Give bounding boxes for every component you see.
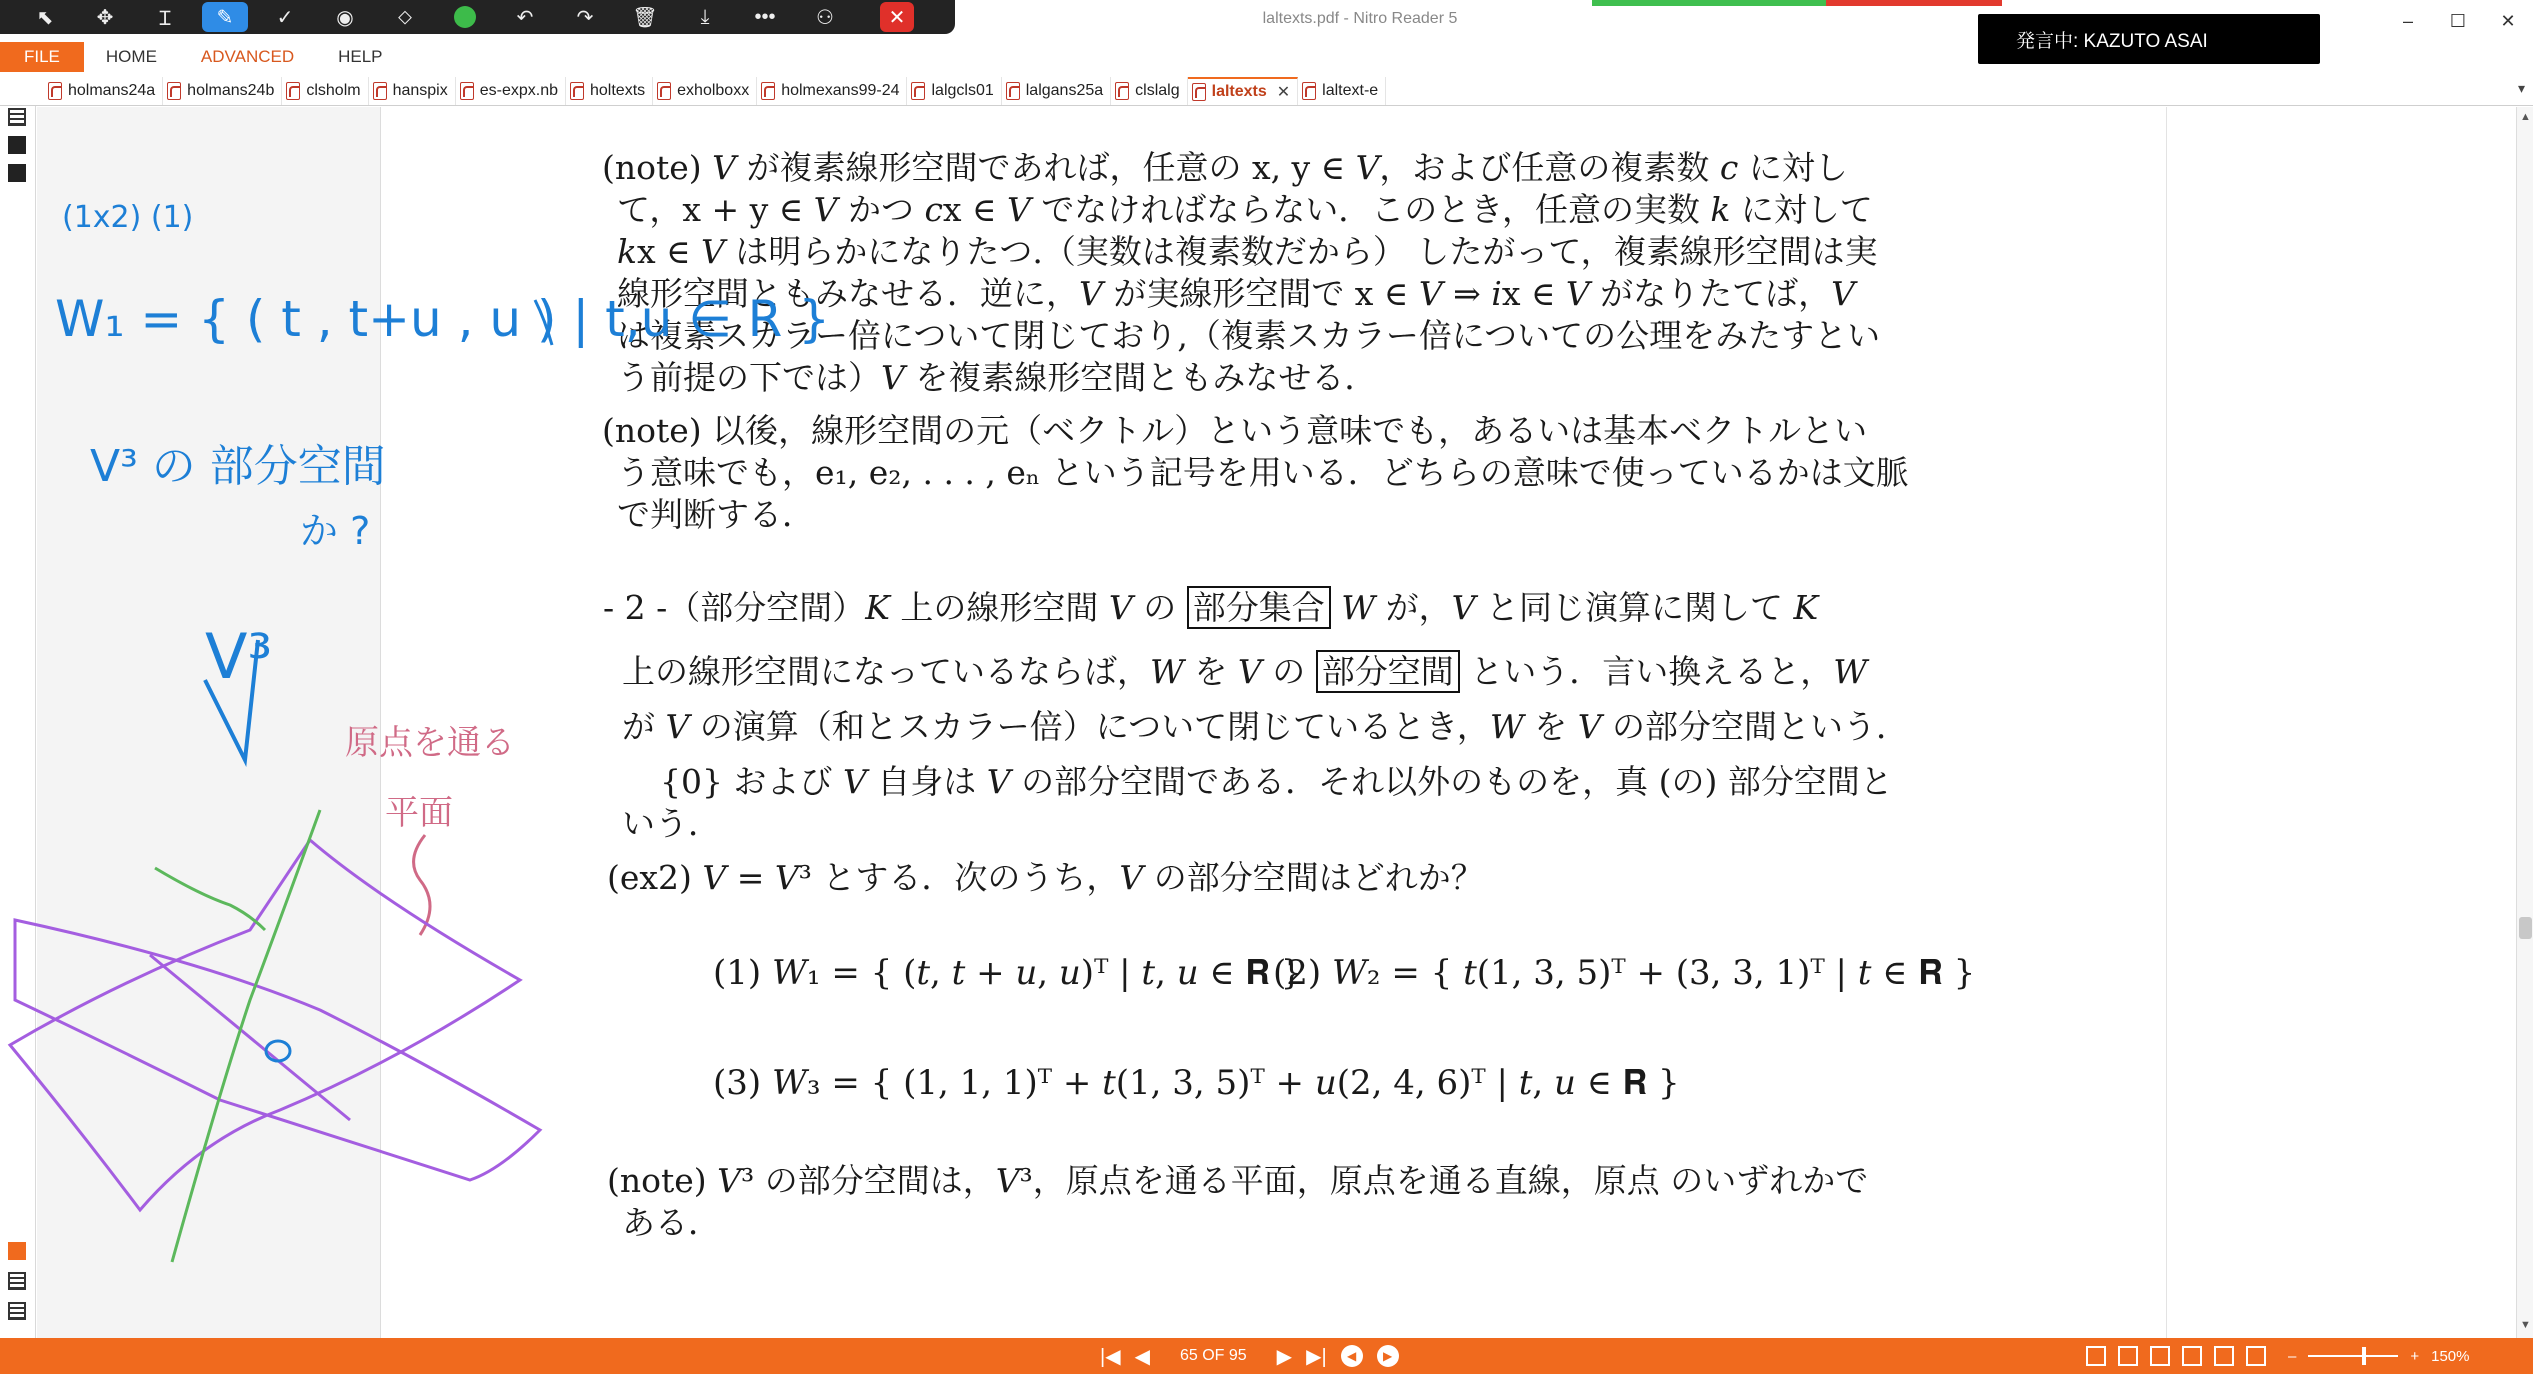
ink-pink-line1: 原点を通る xyxy=(345,723,515,763)
ink-v3-label: V³ xyxy=(205,620,273,693)
maximize-button[interactable]: ☐ xyxy=(2449,10,2467,31)
close-toolbar-button[interactable]: ✕ xyxy=(880,2,914,32)
option-w3: (3) 𝑊₃ = { (1, 1, 1)ᵀ + 𝑡(1, 3, 5)ᵀ + 𝑢(2, 4, 6)ᵀ | 𝑡, 𝑢 ∈ 𝐑 } xyxy=(713,1063,1680,1103)
note2-line: (note) 以後，線形空間の元（ベクトル）という意味でも，あるいは基本ベクトルとい xyxy=(602,411,1868,450)
definition-line-4: {0} および 𝑉 自身は 𝑉 の部分空間である．それ以外のものを，真 (の) 部分空間と xyxy=(660,762,1893,801)
green-color-swatch xyxy=(454,6,476,28)
minimize-button[interactable]: – xyxy=(2402,10,2413,31)
boxed-term-subset: 部分集合 xyxy=(1187,586,1331,629)
layers-icon[interactable] xyxy=(8,164,26,182)
tab-label: laltexts xyxy=(1211,82,1267,100)
progress-green xyxy=(1592,0,1826,6)
tab-label: es-expx.nb xyxy=(479,81,558,99)
forward-view-icon[interactable]: ▶ xyxy=(1377,1345,1399,1367)
tab-label: holtexts xyxy=(590,81,646,99)
option-w2: (2) 𝑊₂ = { 𝑡(1, 3, 5)ᵀ + (3, 3, 1)ᵀ | 𝑡 ∈ 𝐑 } xyxy=(1273,953,1976,993)
definition-line-1 xyxy=(603,587,1818,629)
ink-label-1: (1x2) (1) xyxy=(62,200,194,235)
speaker-banner: 発言中: KAZUTO ASAI xyxy=(1978,14,2320,64)
definition-line-2 xyxy=(622,651,1867,693)
tab-label: lalgans25a xyxy=(1025,81,1104,99)
stamp-icon[interactable]: ◉ xyxy=(336,6,354,29)
menu-help[interactable]: HELP xyxy=(338,47,383,66)
color-dot-icon[interactable] xyxy=(442,2,488,32)
def-line1-pre: - 2 -（部分空間）𝐾 上の線形空間 𝑉 の xyxy=(603,588,1177,627)
progress-red xyxy=(1826,0,2002,6)
pdf-file-icon xyxy=(1115,82,1129,100)
fit-width-icon[interactable] xyxy=(2246,1346,2266,1366)
download-icon[interactable]: ⤓ xyxy=(700,5,710,28)
zoom-control xyxy=(2288,1338,2469,1374)
page-navigation xyxy=(1100,1338,1399,1374)
view-mode-tools xyxy=(2086,1338,2266,1374)
tab-holmans24a[interactable] xyxy=(44,77,163,105)
ink-v3-question: V³ の 部分空間 xyxy=(90,441,386,492)
single-page-icon[interactable] xyxy=(2086,1346,2106,1366)
tab-label: holmans24a xyxy=(68,81,156,99)
vertical-scrollbar[interactable] xyxy=(2516,107,2533,1338)
zoom-out-icon[interactable]: – xyxy=(2288,1347,2297,1365)
note2-line: で判断する． xyxy=(617,495,815,534)
facing-icon[interactable] xyxy=(2150,1346,2170,1366)
pdf-file-icon xyxy=(1302,82,1316,100)
pdf-file-icon xyxy=(286,82,300,100)
eraser-icon[interactable]: ⬦ xyxy=(398,5,412,28)
note1-line: 𝑘x ∈ 𝑉 は明らかになりたつ.（実数は複素数だから） したがって，複素線形空間は実 xyxy=(617,232,1878,271)
tab-label: laltext-e xyxy=(1322,81,1379,99)
tab-holmans24b[interactable] xyxy=(163,77,282,105)
left-tool-rail xyxy=(0,106,36,1338)
zoom-in-icon[interactable]: + xyxy=(2410,1347,2420,1365)
pdf-file-icon xyxy=(1006,82,1020,100)
tab-laltext-e[interactable] xyxy=(1298,77,1386,105)
pdf-file-icon xyxy=(570,82,584,100)
page-counter[interactable]: 65 OF 95 xyxy=(1179,1347,1247,1364)
note1-line: 線形空間ともみなせる．逆に，𝑉 が実線形空間で x ∈ 𝑉 ⇒ 𝑖x ∈ 𝑉 がなりたてば，𝑉 xyxy=(617,274,1856,313)
pdf-file-icon xyxy=(373,82,387,100)
pdf-file-icon xyxy=(657,82,671,100)
pdf-file-icon xyxy=(48,82,62,100)
fit-page-icon[interactable] xyxy=(2214,1346,2234,1366)
zoom-slider[interactable] xyxy=(2308,1355,2398,1357)
window-controls xyxy=(2383,0,2533,42)
select-arrow-icon[interactable]: ⬉ xyxy=(36,6,54,29)
tab-label: holmans24b xyxy=(187,81,275,99)
menu-advanced[interactable]: ADVANCED xyxy=(200,47,295,66)
pdf-file-icon xyxy=(460,82,474,100)
pdf-file-icon xyxy=(761,82,775,100)
tab-clsholm[interactable] xyxy=(282,77,368,105)
zoom-level[interactable]: 150% xyxy=(2431,1347,2470,1365)
tab-holmexans99-24[interactable] xyxy=(757,77,907,105)
note1-line: う前提の下では）𝑉 を複素線形空間ともみなせる． xyxy=(617,358,1378,397)
scroll-thumb[interactable] xyxy=(2519,917,2532,939)
tab-lalgans25a[interactable] xyxy=(1002,77,1111,105)
thumbnails-icon[interactable] xyxy=(8,108,26,126)
option-w1: (1) 𝑊₁ = { (𝑡, 𝑡 + 𝑢, 𝑢)ᵀ | 𝑡, 𝑢 ∈ 𝐑 } xyxy=(713,953,1303,993)
tab-label: exholboxx xyxy=(677,81,750,99)
redo-icon[interactable]: ↷ xyxy=(576,6,594,29)
back-view-icon[interactable]: ◀ xyxy=(1341,1345,1363,1367)
ink-ka: か ? xyxy=(300,509,371,553)
tab-label: hanspix xyxy=(392,81,448,99)
last-page-button[interactable]: ▶| xyxy=(1306,1345,1327,1368)
tab-holtexts[interactable] xyxy=(566,77,653,105)
boxed-term-subspace: 部分空間 xyxy=(1316,650,1460,693)
note1-line: て，x + y ∈ 𝑉 かつ 𝑐x ∈ 𝑉 でなければならない．このとき，任意の実数 𝑘 に対して xyxy=(617,190,1873,229)
tab-lalgcls01[interactable] xyxy=(907,77,1001,105)
prev-page-button[interactable]: ◀ xyxy=(1134,1345,1150,1368)
trash-icon[interactable]: 🗑 xyxy=(632,6,658,29)
scroll-up-icon[interactable]: ▲ xyxy=(2520,111,2531,123)
tab-clslalg[interactable] xyxy=(1111,77,1187,105)
move-icon[interactable]: ✥ xyxy=(96,6,114,29)
window-title: laltexts.pdf - Nitro Reader 5 xyxy=(1262,10,1458,27)
scroll-down-icon[interactable]: ▼ xyxy=(2520,1319,2531,1331)
document-tab-bar xyxy=(0,76,2533,106)
note1-line: は複素スカラー倍について閉じており,（複素スカラー倍についての公理をみたすとい xyxy=(617,316,1881,355)
zoom-knob[interactable] xyxy=(2362,1347,2366,1365)
note3-line: ある． xyxy=(622,1203,721,1242)
pdf-file-icon xyxy=(1192,83,1206,101)
note1-line: (note) 𝑉 が複素線形空間であれば，任意の x, y ∈ 𝑉，および任意の複素数 𝑐 に対し xyxy=(602,148,1848,187)
progress-strip xyxy=(1592,0,2002,6)
tab-label: clslalg xyxy=(1135,81,1180,99)
pen-icon[interactable]: ✎ xyxy=(202,2,248,32)
tab-es-expx-nb[interactable] xyxy=(456,77,566,105)
ink-pink-line2: 平面 xyxy=(385,793,453,833)
tab-label: clsholm xyxy=(306,81,361,99)
def-line2-post: という．言い換えると，𝑊 xyxy=(1470,652,1868,691)
tab-hanspix[interactable] xyxy=(369,77,456,105)
check-icon[interactable]: ✓ xyxy=(276,6,294,29)
bookmarks-icon[interactable] xyxy=(8,136,26,154)
facing-continuous-icon[interactable] xyxy=(2182,1346,2202,1366)
note3-line: (note) 𝑉³ の部分空間は，𝑉³，原点を通る平面，原点を通る直線，原点 のいずれかで xyxy=(607,1161,1869,1200)
note2-line: う意味でも，e₁, e₂, . . . , eₙ という記号を用いる．どちらの意味で使っているかは文脈 xyxy=(617,453,1909,492)
pen-toolbar xyxy=(0,0,955,34)
text-cursor-icon[interactable]: Ɪ xyxy=(159,7,171,30)
tab-laltexts[interactable] xyxy=(1188,77,1299,105)
menu-file[interactable]: FILE xyxy=(0,42,84,72)
status-bar xyxy=(0,1338,2533,1374)
tab-label: lalgcls01 xyxy=(931,81,994,99)
more-icon[interactable]: ••• xyxy=(754,5,776,28)
first-page-button[interactable]: |◀ xyxy=(1100,1345,1121,1368)
tab-close-icon[interactable]: ✕ xyxy=(1276,83,1291,101)
notes-icon[interactable] xyxy=(8,1302,26,1320)
definition-line-3: が 𝑉 の演算（和とスカラー倍）について閉じているとき，𝑊 を 𝑉 の部分空間という． xyxy=(622,707,1910,746)
tab-overflow-icon[interactable]: ▾ xyxy=(2517,80,2525,96)
menu-home[interactable]: HOME xyxy=(105,47,157,66)
pdf-file-icon xyxy=(911,82,925,100)
pdf-file-icon xyxy=(167,82,181,100)
tab-exholboxx[interactable] xyxy=(653,77,757,105)
def-line2-pre: 上の線形空間になっているならば，𝑊 を 𝑉 の xyxy=(622,652,1306,691)
def-line1-post: 𝑊 が，𝑉 と同じ演算に関して 𝐾 xyxy=(1341,588,1819,627)
list-icon[interactable] xyxy=(8,1272,26,1290)
next-page-button[interactable]: ▶ xyxy=(1276,1345,1293,1368)
definition-line-5: いう． xyxy=(622,804,721,843)
tab-label: holmexans99-24 xyxy=(781,81,900,99)
highlight-icon[interactable] xyxy=(8,1242,26,1260)
user-settings-icon[interactable]: ⚇ xyxy=(816,6,834,29)
example-2-question: (ex2) 𝑉 = 𝑉³ とする．次のうち，𝑉 の部分空間はどれか？ xyxy=(607,858,1484,897)
continuous-icon[interactable] xyxy=(2118,1346,2138,1366)
page-right-margin xyxy=(2166,107,2516,1338)
close-window-button[interactable]: ✕ xyxy=(2500,10,2516,31)
undo-icon[interactable]: ↶ xyxy=(516,6,534,29)
ink-w1-formula: W₁ = { ( t , t+u , u ) | t,u ∈ R } xyxy=(55,290,831,348)
